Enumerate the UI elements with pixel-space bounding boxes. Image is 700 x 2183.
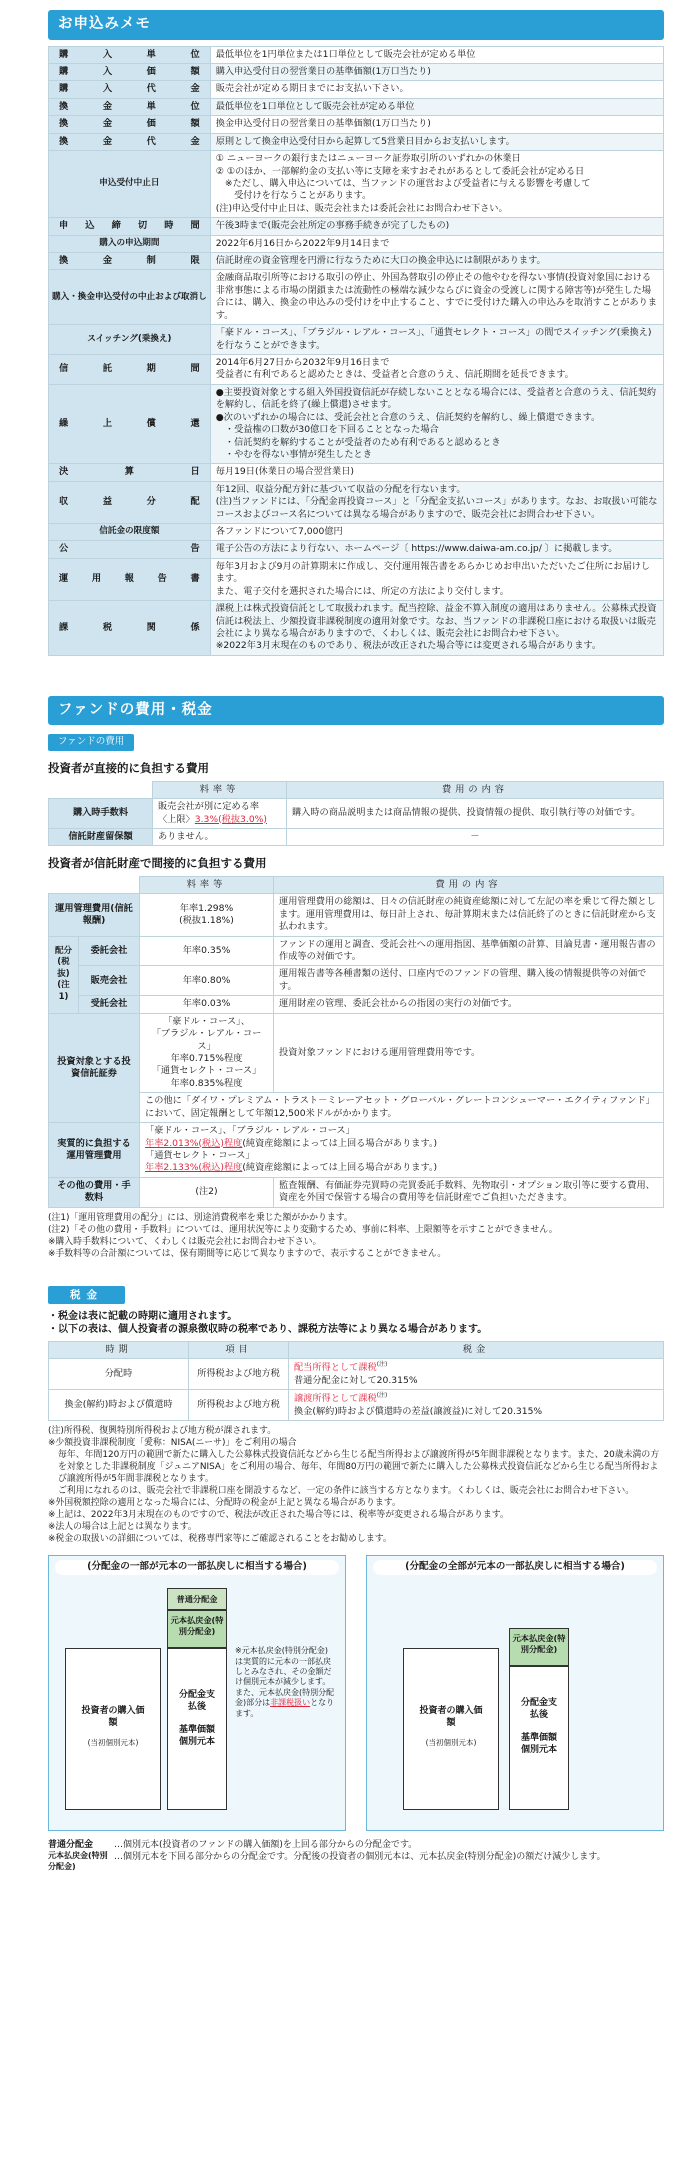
direct-costs-title: 投資者が直接的に負担する費用: [48, 761, 209, 776]
trustee-desc: 運用財産の管理、委託会社からの指図の実行の対価です。: [274, 996, 664, 1013]
tax-note-4: ご利用になれるのは、販売会社で非課税口座を開設するなど、一定の条件に該当する方となります。くわしくは、販売会社にお問合わせ下さい。: [58, 1486, 635, 1497]
left-nav-label: 基準価額: [178, 1724, 215, 1735]
memo-row: [49, 481, 664, 523]
purchase-rate-max: 3.3%(税抜3.0%): [194, 813, 267, 825]
fees-tag: ファンドの費用: [48, 734, 134, 751]
diagram-right: [366, 1555, 664, 1831]
footer-return-text: …個別元本を下回る部分からの分配金です。分配後の投資者の個別元本は、元本払戻金(特別分配金)の額だけ減少します。: [114, 1852, 606, 1863]
memo-row-value: 換金申込受付日の翌営業日の基準価額(1万口当たり): [210, 116, 663, 133]
memo-row: [49, 235, 664, 252]
left-investor-label: 投資者の購入価額: [81, 1706, 145, 1729]
right-return-dist-box: 元本払戻金(特別分配金): [509, 1628, 569, 1666]
tax-col-period: 時期: [49, 1341, 189, 1358]
retain-desc: －: [287, 829, 664, 846]
memo-row-value: 金融商品取引所等における取引の停止、外国為替取引の停止その他やむを得ない事情(投資対象国における非常事態による市場の閉鎖または流動性の極端な減少ならびに資金の受渡しに関する障害等)が発生した場合には、購入、換金の申込みの受付けを中止すること、すでに受付けた購入の申込みを取消すことがあります。: [210, 270, 663, 325]
memo-row: [49, 46, 664, 63]
left-at-purchase: (当初個別元本): [87, 1737, 139, 1747]
memo-row: [49, 63, 664, 80]
fee-note-3: ※購入時手数料について、くわしくは販売会社にお問合わせ下さい。: [48, 1236, 322, 1247]
memo-row: [49, 355, 664, 385]
memo-row-label: 公告: [49, 541, 211, 558]
memo-row-label: スイッチング(乗換え): [49, 325, 211, 355]
left-note-highlight: 非課税扱い: [270, 1698, 311, 1708]
memo-row-label: 申込締切時間: [49, 218, 211, 235]
memo-row-label: 決算日: [49, 464, 211, 481]
memo-row-value: 「豪ドル・コース」、「ブラジル・レアル・コース」、「通貨セレクト・コース」の間でスイッチング(乗換え)を行なうことができます。: [210, 325, 663, 355]
memo-row: [49, 270, 664, 325]
memo-row-value: 午後3時まで(販売会社所定の事務手続きが完了したもの): [210, 218, 663, 235]
footer-normal-text: …個別元本(投資者のファンドの購入価額)を上回る部分からの分配金です。: [114, 1840, 418, 1851]
tax-row2-sup: (注): [376, 1392, 388, 1400]
memo-row-value: 購入申込受付日の翌営業日の基準価額(1万口当たり): [210, 63, 663, 80]
left-principal-label: 個別元本: [178, 1736, 215, 1747]
trustee-label: 受託会社: [79, 996, 140, 1013]
right-at-purchase: (当初個別元本): [425, 1737, 477, 1747]
memo-row-value: 最低単位を1円単位または1口単位として販売会社が定める単位: [210, 46, 663, 63]
memo-row: [49, 151, 664, 218]
consign-label: 委託会社: [79, 936, 140, 966]
mgmt-fee-rate: 年率1.298% (税抜1.18%): [140, 894, 274, 936]
tax-row2-rate: 換金(解約)時および償還時の差益(譲渡益)に対して20.315%: [294, 1405, 543, 1417]
tax-table: [48, 1341, 664, 1421]
seller-label: 販売会社: [79, 966, 140, 996]
diagrams: [48, 1555, 664, 1831]
tax-bullets: [48, 1310, 664, 1337]
tax-bullet-1: ・税金は表に記載の時期に適用されます。: [48, 1310, 238, 1322]
memo-row-label: 換金単位: [49, 98, 211, 115]
memo-title: お申込みメモ: [48, 10, 664, 40]
tax-note-3: 毎年、年間120万円の範囲で新たに購入した公募株式投資信託などから生じる配当所得および譲渡所得が5年間非課税となります。また、20歳未満の方を対象とした非課税制度「ジュニアNISA」をご利用の場合、毎年、年間80万円の範囲で新たに購入した公募株式投資信託などから生じる配当所得および譲渡所得が5年間非課税となります。: [58, 1450, 660, 1485]
memo-row-value: 各ファンドについて7,000億円: [210, 524, 663, 541]
purchase-rate-line1: 販売会社が別に定める率: [158, 801, 260, 813]
mgmt-fee-desc: 運用管理費用の総額は、日々の信託財産の純資産総額に対して左記の率を乗じて得た額とします。運用管理費用は、毎日計上され、毎計算期末または信託終了のときに信託財産から支払われます。: [274, 894, 664, 936]
memo-row: [49, 464, 664, 481]
fee-notes: [48, 1212, 664, 1260]
mgmt-fee-label: 運用管理費用(信託報酬): [49, 894, 140, 936]
col-rate-2: 料率等: [140, 876, 274, 893]
memo-row-label: 購入の申込期間: [49, 235, 211, 252]
right-investor-box: [403, 1648, 499, 1810]
memo-row-label: 換金代金: [49, 133, 211, 150]
col-content-2: 費用の内容: [274, 876, 664, 893]
memo-row: [49, 541, 664, 558]
memo-row: [49, 253, 664, 270]
other-cost-label: その他の費用・手数料: [49, 1177, 140, 1207]
right-after-box: [509, 1666, 569, 1810]
other-cost-rate: (注2): [140, 1177, 274, 1207]
other-cost-desc: 監査報酬、有価証券売買時の売買委託手数料、先物取引・オプション取引等に要する費用、資産を外国で保管する場合の費用等を信託財産でご負担いただきます。: [274, 1177, 664, 1207]
memo-row: [49, 384, 664, 464]
memo-row-value: 年12回、収益分配方針に基づいて収益の分配を行ないます。 (注)当ファンドには、「分配金再投資コース」と「分配金支払いコース」があります。なお、お取扱い可能なコースおよびコース名については異なる場合がありますので、販売会社にお問合わせ下さい。: [210, 481, 663, 523]
memo-row: [49, 558, 664, 600]
tax-row2-item: 所得税および地方税: [189, 1390, 289, 1421]
fee-note-4: ※手数料等の合計額については、保有期間等に応じて異なりますので、表示することができません。: [48, 1248, 447, 1259]
tax-row1-item: 所得税および地方税: [189, 1359, 289, 1390]
memo-row-value: 毎月19日(休業日の場合翌営業日): [210, 464, 663, 481]
tax-notes: [48, 1425, 664, 1545]
memo-row: [49, 524, 664, 541]
col-content: 費用の内容: [287, 781, 664, 798]
footer-return-label: 元本払戻金(特別分配金): [48, 1851, 108, 1872]
memo-row-label: 換金制限: [49, 253, 211, 270]
left-after-label: 分配金支払後: [178, 1690, 215, 1713]
memo-row: [49, 218, 664, 235]
right-investor-label: 投資者の購入価額: [419, 1706, 483, 1729]
tax-row1-kind: 配当所得として課税: [294, 1362, 377, 1374]
tax-row1-period: 分配時: [49, 1359, 189, 1390]
diagram-left-title: (分配金の一部が元本の一部払戻しに相当する場合): [55, 1560, 339, 1575]
memo-table: [48, 46, 664, 656]
tax-row1-sup: (注): [376, 1361, 388, 1369]
trust-costs-table: [48, 876, 664, 1208]
memo-row: [49, 325, 664, 355]
purchase-fee-rate: [153, 799, 287, 829]
tax-col-tax: 税金: [289, 1341, 664, 1358]
memo-row-label: 購入単位: [49, 46, 211, 63]
tax-note-2: ※少額投資非課税制度「愛称：NISA(ニーサ)」をご利用の場合: [48, 1438, 297, 1449]
target-rate: 「豪ドル・コース」、 「ブラジル・レアル・コース」 年率0.715%程度 「通貨セレクト・コース」 年率0.835%程度: [140, 1013, 274, 1093]
memo-row-value: 電子公告の方法により行ない、ホームページ〔 https://www.daiwa-am.co.jp/ 〕に掲載します。: [210, 541, 663, 558]
tax-note-8: ※税金の取扱いの詳細については、税務専門家等にご確認されることをお勧めします。: [48, 1534, 392, 1545]
retain-rate: ありません。: [153, 829, 287, 846]
memo-row-label: 信託金の限度額: [49, 524, 211, 541]
memo-row-label: 繰上償還: [49, 384, 211, 464]
right-nav-label: 基準価額: [520, 1732, 557, 1743]
dist-notes: [48, 1839, 664, 1873]
tax-row1-tax: [289, 1359, 664, 1390]
footer-normal-label: 普通分配金: [48, 1840, 94, 1851]
real-line3: 「通貨セレクト・コース」: [145, 1149, 255, 1161]
memo-row-label: 購入代金: [49, 81, 211, 98]
seller-rate: 年率0.80%: [140, 966, 274, 996]
memo-row-label: 購入・換金申込受付の中止および取消し: [49, 270, 211, 325]
tax-row2-tax: [289, 1390, 664, 1421]
memo-row-label: 換金価額: [49, 116, 211, 133]
alloc-label: 配分(税抜)(注1): [49, 936, 79, 1013]
memo-row-label: 信託期間: [49, 355, 211, 385]
left-normal-dist-box: 普通分配金: [167, 1588, 227, 1610]
memo-row: [49, 98, 664, 115]
right-after-label: 分配金支払後: [520, 1698, 557, 1721]
diagram-right-title: (分配金の全部が元本の一部払戻しに相当する場合): [373, 1560, 657, 1575]
tax-tag: 税金: [48, 1286, 125, 1304]
tax-note-1: (注)所得税、復興特別所得税および地方税が課されます。: [48, 1426, 277, 1437]
seller-desc: 運用報告書等各種書類の送付、口座内でのファンドの管理、購入後の情報提供等の対価です。: [274, 966, 664, 996]
tax-note-7: ※法人の場合は上記とは異なります。: [48, 1522, 197, 1533]
tax-col-item: 項目: [189, 1341, 289, 1358]
target-note: この他に「ダイワ・プレミアム・トラスト－ミレーアセット・グローバル・グレートコンシューマー・エクイティファンド」において、固定報酬として年額12,500米ドルがかかります。: [140, 1093, 664, 1123]
purchase-rate-line2: 〈上限〉: [158, 813, 195, 825]
left-after-box: [167, 1648, 227, 1810]
col-rate: 料率等: [153, 781, 287, 798]
fee-note-2: (注2)「その他の費用・手数料」については、運用状況等により変動するため、事前に料率、上限額等を示すことができません。: [48, 1224, 558, 1235]
left-return-dist-box: 元本払戻金(特別分配金): [167, 1610, 227, 1648]
memo-row-value: 2014年6月27日から2032年9月16日まで 受益者に有利であると認めたときは、受益者と合意のうえ、信託期間を延長できます。: [210, 355, 663, 385]
tax-row2-kind: 譲渡所得として課税: [294, 1393, 377, 1405]
target-desc: 投資対象ファンドにおける運用管理費用等です。: [274, 1013, 664, 1093]
memo-row-label: 収益分配: [49, 481, 211, 523]
memo-row-value: 毎年3月および9月の計算期末に作成し、交付運用報告書をあらかじめお申出いただいたご住所にお届けします。 また、電子交付を選択された場合には、所定の方法により交付します。: [210, 558, 663, 600]
real-line2-rate: 年率2.013%(税込)程度: [145, 1137, 243, 1149]
memo-row-label: 申込受付中止日: [49, 151, 211, 218]
memo-row: [49, 116, 664, 133]
retain-label: 信託財産留保額: [49, 829, 153, 846]
diagram-left: [48, 1555, 346, 1831]
consign-rate: 年率0.35%: [140, 936, 274, 966]
memo-row: [49, 81, 664, 98]
fee-note-1: (注1)「運用管理費用の配分」には、別途消費税率を乗じた額がかかります。: [48, 1212, 353, 1223]
memo-row-label: 購入価額: [49, 63, 211, 80]
tax-bullet-2: ・以下の表は、個人投資者の源泉徴収時の税率であり、課税方法等により異なる場合があります。: [48, 1324, 488, 1336]
memo-row-label: 運用報告書: [49, 558, 211, 600]
real-line4-rate: 年率2.133%(税込)程度: [145, 1162, 243, 1174]
real-cost-value: [140, 1123, 664, 1178]
memo-row: [49, 133, 664, 150]
memo-row-label: 課税関係: [49, 601, 211, 656]
left-note: ※元本払戻金(特別分配金)は実質的に元本の一部払戻しとみなされ、その金額だけ個別元本が減少します。また、元本払戻金(特別分配金)部分は非課税扱いとなります。: [235, 1646, 335, 1718]
memo-row-value: ① ニューヨークの銀行またはニューヨーク証券取引所のいずれかの休業日 ② ①のほか、一部解約金の支払い等に支障を来すおそれがあるとして委託会社が定める日 ※ただし、購入申込については、当ファンドの運営および受益者に与える影響を考慮して 受付けを行なうことがあります。 (注)申込受付中止日は、販売会社または委託会社にお問合わせ下さい。: [210, 151, 663, 218]
memo-row-value: ●主要投資対象とする組入外国投資信託が存続しないこととなる場合には、受益者と合意のうえ、信託契約を解約し、信託を終了(繰上償還)させます。 ●次のいずれかの場合には、受託会社と合意のうえ、信託契約を解約し、繰上償還できます。 ・受益権の口数が30億口を下回ることとなった場合 ・信託契約を解約することが受益者のため有利であると認めるとき ・やむを得ない事情が発生したとき: [210, 384, 663, 464]
memo-row-value: 原則として換金申込受付日から起算して5営業日目からお支払いします。: [210, 133, 663, 150]
real-cost-label: 実質的に負担する運用管理費用: [49, 1123, 140, 1178]
memo-row-value: 2022年6月16日から2022年9月14日まで: [210, 235, 663, 252]
memo-row-value: 最低単位を1口単位として販売会社が定める単位: [210, 98, 663, 115]
trust-costs-title: 投資者が信託財産で間接的に負担する費用: [48, 856, 267, 871]
memo-row-value: 課税上は株式投資信託として取扱われます。配当控除、益金不算入制度の適用はありません。公募株式投資信託は税法上、少額投資非課税制度の適用対象です。なお、当ファンドの非課税口座における取扱いは販売会社により異なる場合がありますので、くわしくは、販売会社にお問合わせ下さい。 ※2022年3月末現在のものであり、税法が改正された場合等には変更される場合があります。: [210, 601, 663, 656]
target-label: 投資対象とする投資信託証券: [49, 1013, 140, 1122]
tax-row2-period: 換金(解約)時および償還時: [49, 1390, 189, 1421]
left-investor-box: [65, 1648, 161, 1810]
tax-note-5: ※外国税額控除の適用となった場合には、分配時の税金が上記と異なる場合があります。: [48, 1498, 401, 1509]
purchase-fee-label: 購入時手数料: [49, 799, 153, 829]
real-line1: 「豪ドル・コース」、「ブラジル・レアル・コース」: [145, 1125, 355, 1137]
real-line2-note: (純資産総額によっては上回る場合があります。): [242, 1137, 438, 1149]
real-line4-note: (純資産総額によっては上回る場合があります。): [242, 1162, 438, 1174]
memo-row-value: 販売会社が定める期日までにお支払い下さい。: [210, 81, 663, 98]
direct-costs-table: [48, 781, 664, 847]
tax-note-6: ※上記は、2022年3月末現在のものですので、税法が改正された場合等には、税率等が変更される場合があります。: [48, 1510, 509, 1521]
fees-title: ファンドの費用・税金: [48, 696, 664, 726]
purchase-fee-desc: 購入時の商品説明または商品情報の提供、投資情報の提供、取引執行等の対価です。: [287, 799, 664, 829]
trustee-rate: 年率0.03%: [140, 996, 274, 1013]
memo-row: [49, 601, 664, 656]
right-principal-label: 個別元本: [520, 1744, 557, 1755]
consign-desc: ファンドの運用と調査、受託会社への運用指図、基準価額の計算、目論見書・運用報告書の作成等の対価です。: [274, 936, 664, 966]
tax-row1-rate: 普通分配金に対して20.315%: [294, 1374, 418, 1386]
memo-row-value: 信託財産の資金管理を円滑に行なうために大口の換金申込には制限があります。: [210, 253, 663, 270]
